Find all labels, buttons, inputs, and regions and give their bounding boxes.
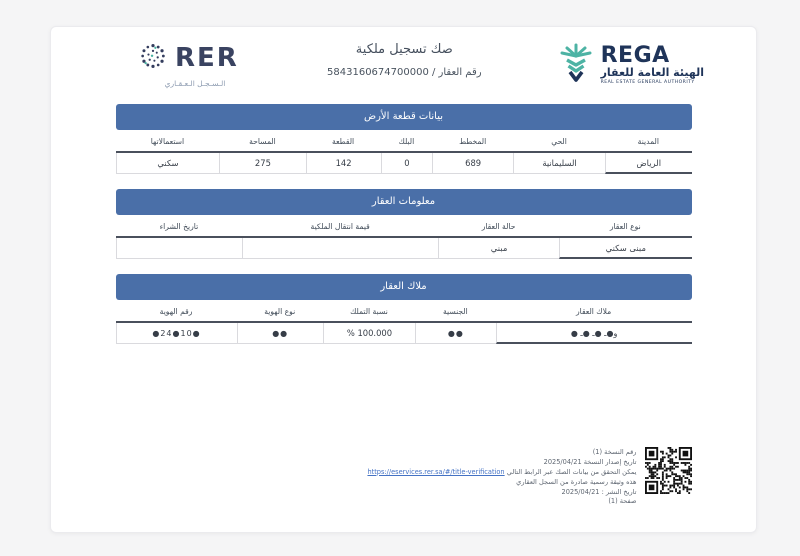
verification-link[interactable]: https://eservices.rer.sa/#/title-verification [367,467,505,476]
cell-district: السليمانية [513,153,605,174]
footer-text [367,447,636,507]
verify-line [367,468,636,478]
rega-subtitle-ar: الهيئة العامة للعقار [600,66,704,80]
cell-transfer-value [242,238,438,259]
title-block [327,40,482,78]
property-table-row [116,236,692,259]
section-title-land: بيانات قطعة الأرض [116,104,692,130]
col-city: المدينة [637,137,659,146]
cell-property-type: مبنى سكني [559,238,691,259]
rer-subtitle: الـسـجـل الـعـقـاري [164,79,226,88]
cell-id-number-masked: ●24●10● [116,323,237,344]
official-note: هذه وثيقة رسمية صادرة من السجل العقاري [516,477,637,486]
land-table-header [116,137,692,151]
section-title-owners: ملاك العقار [116,274,692,300]
col-plot: القطعة [331,137,355,146]
rer-dots-icon [137,40,169,76]
rer-logo [137,40,253,88]
col-property-type: نوع العقار [609,222,641,231]
col-block: البلك [398,137,415,146]
rega-palm-icon [556,40,596,90]
col-plan: المخطط [459,137,487,146]
col-ownership-pct: نسبة التملك [350,307,388,316]
section-land-data [116,104,692,174]
col-property-status: حالة العقار [481,222,516,231]
section-owners [116,274,692,344]
document-footer [116,447,692,507]
cell-property-status: مبني [438,238,559,259]
col-district: الحي [551,137,567,146]
section-property-info [116,189,692,259]
cell-city: الرياض [605,153,691,174]
cell-plan: 689 [432,153,513,174]
cell-block: 0 [381,153,433,174]
issue-date: تاريخ إصدار النسخة 2025/04/21 [543,457,637,466]
col-owners: ملاك العقار [575,307,612,316]
property-number: رقم العقار / 5843160674700000 [327,67,482,78]
qr-code [645,447,692,494]
cell-id-type-masked: ●● [237,323,323,344]
rer-wordmark: RER [175,43,239,73]
col-usage: استعمالاتها [150,137,185,146]
land-table-row [116,151,692,174]
col-id-type: نوع الهوية [264,307,296,316]
col-purchase-date: تاريخ الشراء [159,222,199,231]
owners-table-header [116,307,692,321]
deed-document [50,26,757,533]
rega-logo [556,40,704,90]
col-area: المساحة [249,137,276,146]
owners-table-row [116,321,692,344]
col-id-number: رقم الهوية [159,307,193,316]
page-number: صفحة (1) [608,497,637,506]
publish-date: تاريخ النشر : 2025/04/21 [561,487,637,496]
rega-subtitle-en: REAL ESTATE GENERAL AUTHORITY [600,79,695,85]
col-transfer-value: قيمة انتقال الملكية [310,222,370,231]
cell-purchase-date [116,238,243,259]
cell-nationality-masked: ●● [415,323,496,344]
cell-ownership-pct: % 100.000 [323,323,415,344]
rega-wordmark: REGA [600,43,670,69]
cell-plot: 142 [306,153,381,174]
document-header [51,27,756,90]
document-title: صك تسجيل ملكية [355,42,453,57]
verify-text: يمكن التحقق من بيانات الصك عبر الرابط التالي [506,467,637,476]
cell-usage: سكني [116,153,220,174]
cell-owners-masked: و●ـ ●ـ ●ـ ● [496,323,692,344]
col-nationality: الجنسية [442,307,468,316]
cell-area: 275 [219,153,305,174]
property-table-header [116,222,692,236]
copy-number: رقم النسخة (1) [592,448,637,456]
section-title-property: معلومات العقار [116,189,692,215]
